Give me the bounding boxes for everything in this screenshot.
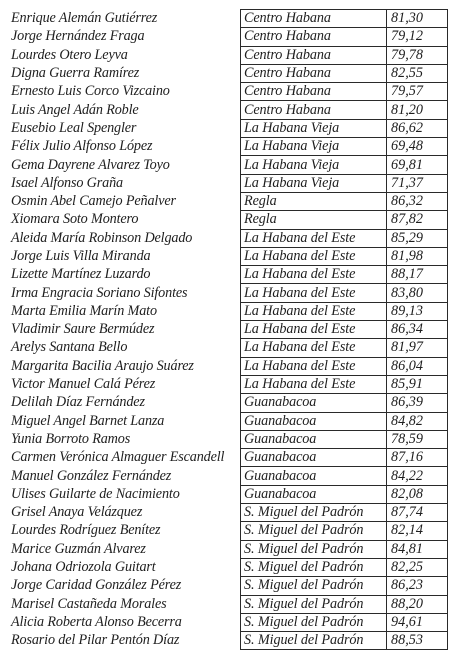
score: 88,53 <box>387 632 448 650</box>
score: 86,23 <box>387 577 448 595</box>
score: 82,25 <box>387 558 448 576</box>
score: 79,12 <box>387 28 448 46</box>
candidate-name: Félix Julio Alfonso López <box>11 138 153 155</box>
table-row <box>10 558 448 576</box>
table-row <box>10 613 448 631</box>
score: 86,32 <box>387 192 448 210</box>
municipality: S. Miguel del Padrón <box>241 540 387 558</box>
table-row <box>10 540 448 558</box>
candidate-name: Manuel González Fernández <box>11 467 172 484</box>
candidate-name: Jorge Hernández Fraga <box>11 28 145 45</box>
table-row <box>10 83 448 101</box>
score: 87,74 <box>387 504 448 522</box>
candidate-name: Grisel Anaya Velázquez <box>11 504 143 521</box>
municipality: S. Miguel del Padrón <box>241 504 387 522</box>
candidate-name: Vladimir Saure Bermúdez <box>11 321 155 338</box>
score: 84,22 <box>387 467 448 485</box>
municipality: Regla <box>241 192 387 210</box>
municipality: La Habana del Este <box>241 266 387 284</box>
score: 88,20 <box>387 595 448 613</box>
candidate-name: Enrique Alemán Gutiérrez <box>11 10 158 27</box>
municipality: La Habana del Este <box>241 302 387 320</box>
score: 71,37 <box>387 174 448 192</box>
municipality: Guanabacoa <box>241 412 387 430</box>
score: 89,13 <box>387 302 448 320</box>
candidate-name: Carmen Verónica Almaguer Escandell <box>11 449 225 466</box>
score: 86,62 <box>387 119 448 137</box>
municipality: S. Miguel del Padrón <box>241 595 387 613</box>
score: 82,08 <box>387 485 448 503</box>
candidate-name: Xiomara Soto Montero <box>11 211 139 228</box>
municipality: La Habana del Este <box>241 229 387 247</box>
municipality: Centro Habana <box>241 46 387 64</box>
table-row <box>10 632 448 650</box>
municipality: Guanabacoa <box>241 485 387 503</box>
municipality: La Habana del Este <box>241 247 387 265</box>
candidate-name: Eusebio Leal Spengler <box>11 119 137 136</box>
score: 86,04 <box>387 357 448 375</box>
score: 85,29 <box>387 229 448 247</box>
score: 78,59 <box>387 430 448 448</box>
candidate-name: Irma Engracia Soriano Sifontes <box>11 284 188 301</box>
candidate-name: Digna Guerra Ramírez <box>11 65 140 82</box>
candidate-name: Osmin Abel Camejo Peñalver <box>11 193 176 210</box>
score: 83,80 <box>387 284 448 302</box>
municipality: La Habana del Este <box>241 284 387 302</box>
table-row <box>10 46 448 64</box>
score: 82,14 <box>387 522 448 540</box>
score: 81,30 <box>387 10 448 28</box>
score: 86,34 <box>387 321 448 339</box>
candidate-name: Lourdes Rodríguez Benítez <box>11 522 161 539</box>
municipality: La Habana del Este <box>241 375 387 393</box>
candidate-name: Jorge Caridad González Pérez <box>11 577 182 594</box>
table-row <box>10 247 448 265</box>
score: 85,91 <box>387 375 448 393</box>
candidate-name: Gema Dayrene Alvarez Toyo <box>11 156 170 173</box>
municipality: La Habana Vieja <box>241 138 387 156</box>
municipality: Centro Habana <box>241 101 387 119</box>
candidate-name: Aleida María Robinson Delgado <box>11 229 193 246</box>
table-row <box>10 266 448 284</box>
score: 82,55 <box>387 64 448 82</box>
table-row <box>10 302 448 320</box>
municipality: La Habana del Este <box>241 357 387 375</box>
score: 94,61 <box>387 613 448 631</box>
table-row <box>10 10 448 28</box>
candidate-name: Luis Angel Adán Roble <box>11 101 139 118</box>
municipality: Centro Habana <box>241 83 387 101</box>
score: 87,16 <box>387 449 448 467</box>
table-row <box>10 449 448 467</box>
candidate-name: Jorge Luis Villa Miranda <box>11 248 151 264</box>
municipality: Centro Habana <box>241 10 387 28</box>
table-row <box>10 174 448 192</box>
municipality: Centro Habana <box>241 28 387 46</box>
table-row <box>10 357 448 375</box>
table-row <box>10 156 448 174</box>
table-row <box>10 119 448 137</box>
results-table <box>10 9 448 650</box>
table-row <box>10 28 448 46</box>
table-row <box>10 375 448 393</box>
municipality: La Habana Vieja <box>241 174 387 192</box>
score: 86,39 <box>387 394 448 412</box>
candidate-name: Rosario del Pilar Pentón Díaz <box>11 632 180 649</box>
candidate-name: Victor Manuel Calá Pérez <box>11 376 156 393</box>
municipality: Regla <box>241 211 387 229</box>
results-body <box>10 10 448 650</box>
municipality: Guanabacoa <box>241 430 387 448</box>
municipality: Guanabacoa <box>241 467 387 485</box>
score: 88,17 <box>387 266 448 284</box>
municipality: Centro Habana <box>241 64 387 82</box>
municipality: S. Miguel del Padrón <box>241 558 387 576</box>
table-row <box>10 321 448 339</box>
candidate-name: Arelys Santana Bello <box>11 339 128 356</box>
municipality: S. Miguel del Padrón <box>241 577 387 595</box>
municipality: Guanabacoa <box>241 449 387 467</box>
table-row <box>10 101 448 119</box>
table-row <box>10 467 448 485</box>
score: 81,20 <box>387 101 448 119</box>
candidate-name: Isael Alfonso Graña <box>11 174 123 191</box>
score: 81,97 <box>387 339 448 357</box>
table-row <box>10 485 448 503</box>
table-row <box>10 229 448 247</box>
score: 69,48 <box>387 138 448 156</box>
table-row <box>10 412 448 430</box>
table-row <box>10 577 448 595</box>
table-row <box>10 339 448 357</box>
municipality: La Habana del Este <box>241 339 387 357</box>
municipality: La Habana del Este <box>241 321 387 339</box>
candidate-name: Delilah Díaz Fernández <box>11 394 145 411</box>
candidate-name: Johana Odriozola Guitart <box>11 559 156 576</box>
candidate-name: Marisel Castañeda Morales <box>11 595 167 612</box>
municipality: S. Miguel del Padrón <box>241 522 387 540</box>
municipality: S. Miguel del Padrón <box>241 613 387 631</box>
table-row <box>10 595 448 613</box>
municipality: La Habana Vieja <box>241 156 387 174</box>
score: 87,82 <box>387 211 448 229</box>
score: 84,82 <box>387 412 448 430</box>
candidate-name: Margarita Bacilia Araujo Suárez <box>11 357 194 374</box>
table-row <box>10 394 448 412</box>
score: 84,81 <box>387 540 448 558</box>
candidate-name: Ulises Guilarte de Nacimiento <box>11 485 180 502</box>
table-row <box>10 211 448 229</box>
score: 69,81 <box>387 156 448 174</box>
score: 79,78 <box>387 46 448 64</box>
table-row <box>10 522 448 540</box>
candidate-name: Marta Emilia Marín Mato <box>11 302 157 319</box>
candidate-name: Marice Guzmán Alvarez <box>11 540 146 557</box>
municipality: La Habana Vieja <box>241 119 387 137</box>
score: 81,98 <box>387 247 448 265</box>
candidate-name: Alicia Roberta Alonso Becerra <box>11 613 182 630</box>
table-row <box>10 504 448 522</box>
candidate-name: Miguel Angel Barnet Lanza <box>11 412 165 429</box>
score: 79,57 <box>387 83 448 101</box>
municipality: Guanabacoa <box>241 394 387 412</box>
candidate-name: Yunia Borroto Ramos <box>11 430 131 447</box>
table-row <box>10 64 448 82</box>
municipality: S. Miguel del Padrón <box>241 632 387 650</box>
table-row <box>10 284 448 302</box>
table-row <box>10 138 448 156</box>
candidate-name: Lizette Martínez Luzardo <box>11 266 151 283</box>
table-row <box>10 192 448 210</box>
candidate-name: Ernesto Luis Corco Vizcaino <box>11 83 170 100</box>
candidate-name: Lourdes Otero Leyva <box>11 46 128 63</box>
table-row <box>10 430 448 448</box>
